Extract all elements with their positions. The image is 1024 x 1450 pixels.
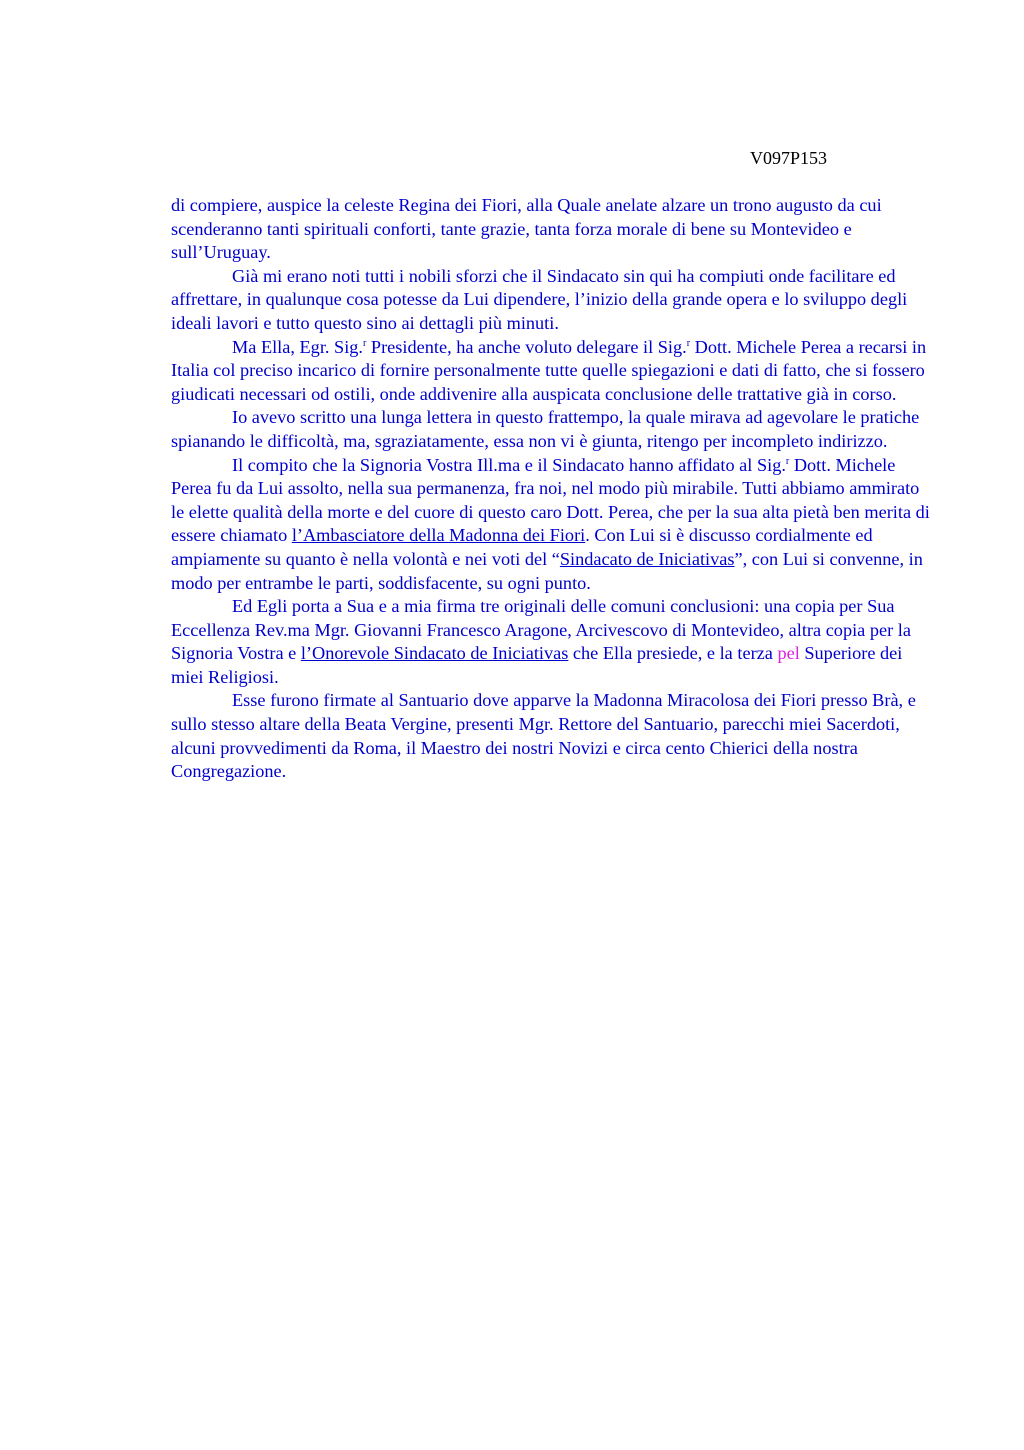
paragraph-5	[171, 454, 931, 596]
text-run: Il compito che la Signoria Vostra Ill.ma e il Sindacato hanno affidato al Sig.	[232, 454, 786, 475]
text-run: Superiore dei miei Religiosi.	[171, 643, 903, 687]
paragraph-1: di compiere, auspice la celeste Regina dei Fiori, alla Quale anelate alzare un trono augusto da cui scenderanno tanti spirituali conforti, tante grazie, tanta forza morale di bene su Montevideo e sull’Uruguay.	[171, 195, 882, 263]
page-id: V097P153	[750, 148, 828, 168]
text-run: Dott. Michele Perea fu da Lui assolto, nella sua permanenza, fra noi, nel modo più mirabile. Tutti abbiamo ammirato le elette qualità della morte e del cuore di questo caro Dott. Perea, che per la sua alta pietà ben merita di essere chiamato	[171, 454, 930, 546]
text-run: che Ella presiede, e la terza	[568, 643, 778, 664]
text-run: Presidente, ha anche voluto delegare il Sig.	[366, 336, 687, 357]
underlined-phrase: l’Ambasciatore della Madonna dei Fiori	[291, 525, 586, 546]
letter-body	[171, 194, 931, 784]
paragraph-4: Io avevo scritto una lunga lettera in questo frattempo, la quale mirava ad agevolare le pratiche spianando le difficoltà, ma, sgraziatamente, essa non vi è giunta, ritengo per incompleto indirizzo.	[171, 407, 920, 451]
text-run: Ma Ella, Egr. Sig.	[232, 336, 364, 357]
text-run: ”, con Lui si convenne, in modo per entrambe le parti, soddisfacente, su ogni punto.	[171, 548, 923, 593]
paragraph-7: Esse furono firmate al Santuario dove apparve la Madonna Miracolosa dei Fiori presso Brà, e sullo stesso altare della Beata Vergine, presenti Mgr. Rettore del Santuario, parecchi miei Sacerdoti, alcuni provvedimenti da Roma, il Maestro dei nostri Novizi e circa cento Chierici della nostra Congregazione.	[171, 690, 916, 782]
paragraph-3	[171, 336, 931, 407]
superscript: r	[686, 337, 691, 349]
superscript: r	[363, 337, 367, 349]
highlighted-word: pel	[777, 643, 800, 664]
paragraph-6	[171, 595, 931, 689]
text-run: . Con Lui si è discusso cordialmente ed ampiamente su quanto è nella volontà e nei voti del “	[171, 525, 873, 569]
superscript: r	[785, 455, 790, 467]
paragraph-2: Già mi erano noti tutti i nobili sforzi che il Sindacato sin qui ha compiuti onde facilitare ed affrettare, in qualunque cosa potesse da Lui dipendere, l’inizio della grande opera e lo sviluppo degli ideali lavori e tutto questo sino ai dettagli più minuti.	[171, 265, 908, 333]
text-run: Dott. Michele Perea a recarsi in Italia col preciso incarico di fornire personalmente tutte quelle spiegazioni e dati di fatto, che si fossero giudicati necessari od ostili, onde addivenire alla auspicata conclusione delle trattative già in corso.	[171, 336, 927, 404]
underlined-phrase: l’Onorevole Sindacato de Iniciativas	[300, 643, 569, 664]
text-run: Ed Egli porta a Sua e a mia firma tre originali delle comuni conclusioni: una copia per Sua Eccellenza Rev.ma Mgr. Giovanni Francesco Aragone, Arcivescovo di Montevideo, altra copia per la Signoria Vostra e	[171, 596, 911, 664]
underlined-phrase: Sindacato de Iniciativas	[559, 548, 735, 569]
